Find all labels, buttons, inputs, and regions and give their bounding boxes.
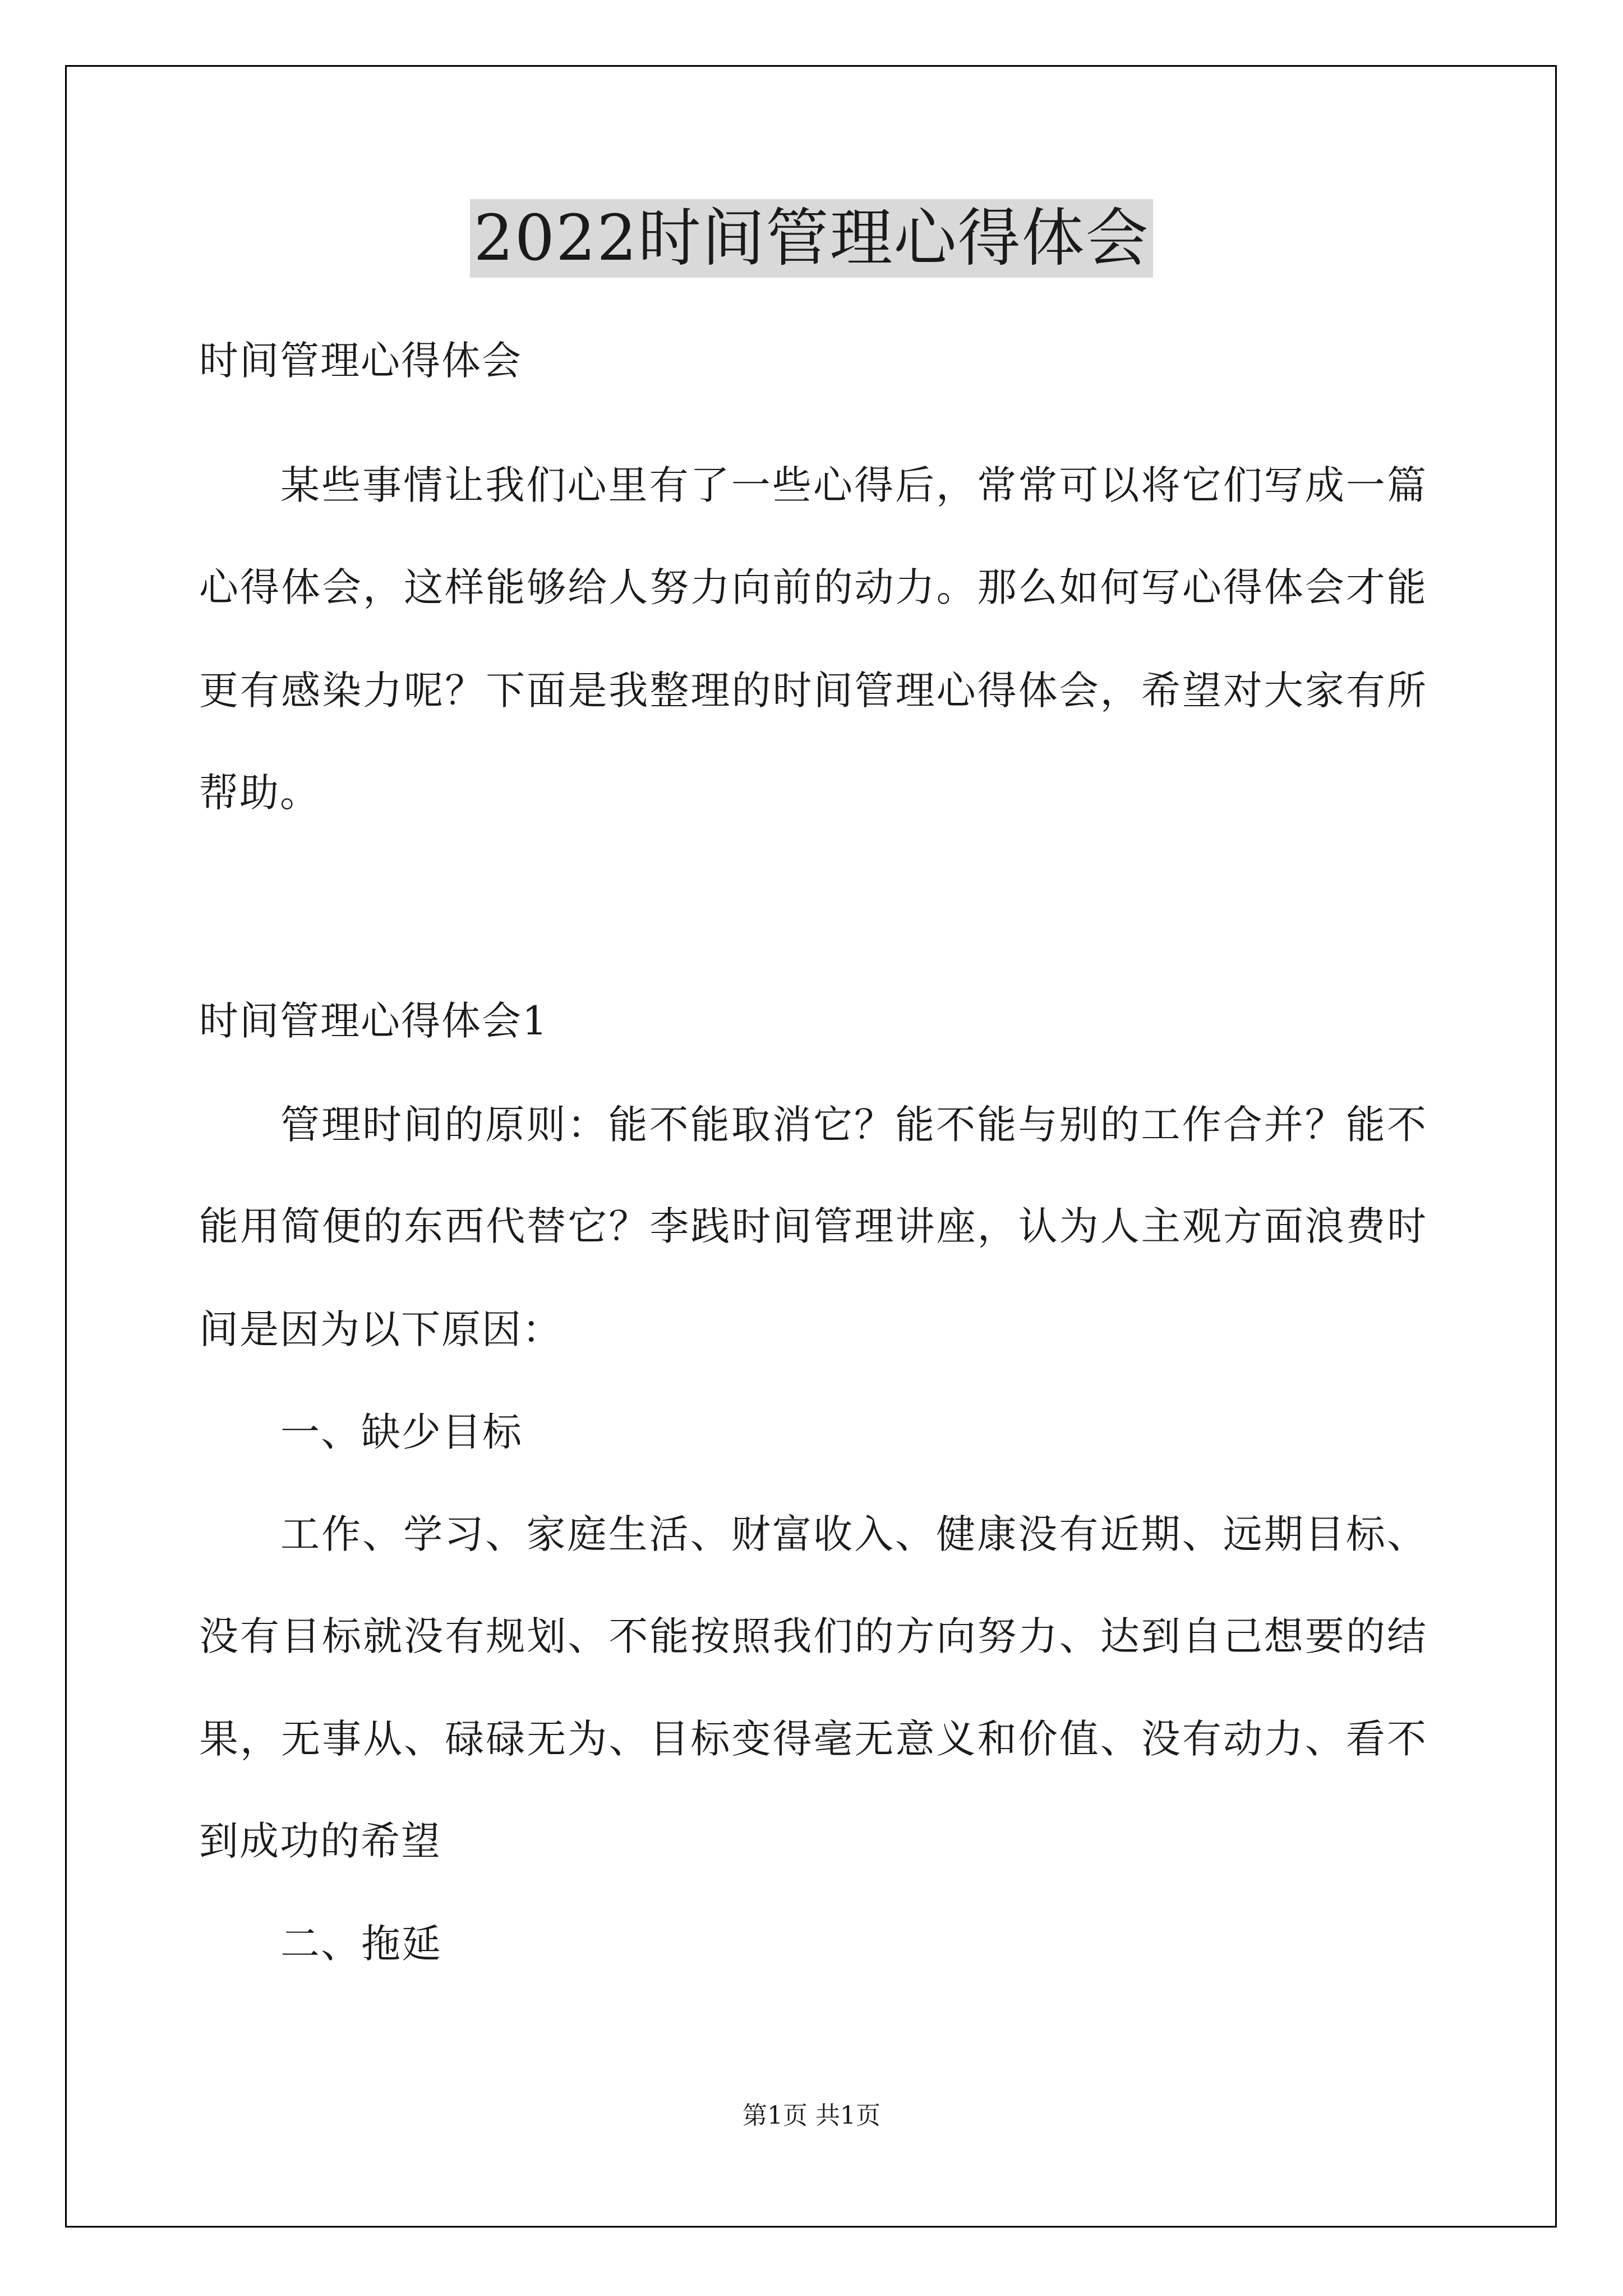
intro-heading: 时间管理心得体会 [199,338,522,384]
goals-paragraph-line-1: 工作、学习、家庭生活、财富收入、健康没有近期、远期目标、 [280,1511,1427,1557]
intro-paragraph-line-3: 更有感染力呢？下面是我整理的时间管理心得体会，希望对大家有所 [199,668,1427,714]
goals-paragraph-line-2: 没有目标就没有规划、不能按照我们的方向努力、达到自己想要的结 [199,1613,1427,1659]
principle-paragraph-line-3: 间是因为以下原因： [199,1306,562,1352]
document-title [0,199,1623,278]
goals-paragraph-line-4: 到成功的希望 [199,1818,441,1864]
principle-paragraph-line-2: 能用简便的东西代替它？李践时间管理讲座，认为人主观方面浪费时 [199,1203,1427,1249]
intro-paragraph-line-2: 心得体会，这样能够给人努力向前的动力。那么如何写心得体会才能 [199,564,1427,610]
document-title-text: 2022时间管理心得体会 [470,199,1152,278]
intro-paragraph-line-1: 某些事情让我们心里有了一些心得后，常常可以将它们写成一篇 [280,462,1427,508]
intro-paragraph-line-4: 帮助。 [199,770,320,816]
subheading-lack-of-goals: 一、缺少目标 [280,1409,523,1455]
subheading-procrastination: 二、拖延 [280,1921,442,1967]
section-heading-1: 时间管理心得体会1 [199,998,548,1044]
page-footer: 第1页 共1页 [743,2101,880,2130]
principle-paragraph-line-1: 管理时间的原则：能不能取消它？能不能与别的工作合并？能不 [280,1102,1427,1148]
goals-paragraph-line-3: 果，无事从、碌碌无为、目标变得毫无意义和价值、没有动力、看不 [199,1716,1427,1762]
